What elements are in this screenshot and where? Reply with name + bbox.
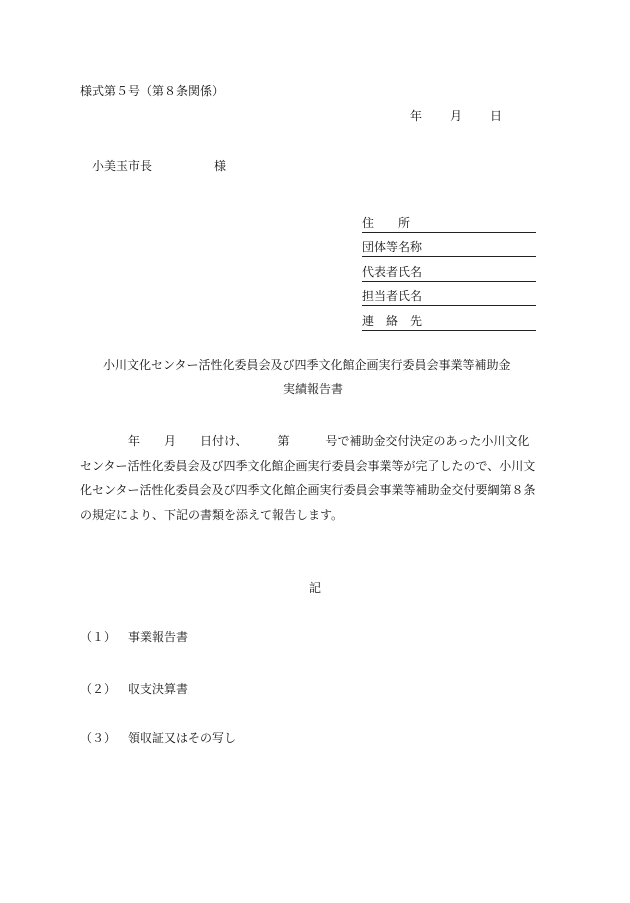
field-representative-name[interactable]: [362, 257, 536, 282]
document-title-line1: 小川文化センター活性化委員会及び四季文化館企画実行委員会事業等補助金: [103, 358, 511, 372]
ki-heading: 記: [309, 581, 322, 595]
field-contact-info[interactable]: [362, 306, 536, 331]
attachment-number: （２）: [80, 682, 117, 696]
date-month: 月: [450, 109, 463, 123]
attachment-number: （３）: [80, 731, 117, 745]
form-number: 様式第５号（第８条関係）: [80, 84, 225, 98]
date-line: [410, 108, 502, 124]
document-title-line2: 実績報告書: [283, 382, 344, 396]
field-organization-name-label: 団体等名称: [362, 240, 423, 254]
addressee: [92, 158, 226, 174]
addressee-name: 小美玉市長: [92, 159, 153, 173]
field-contact-info-label: 連 絡 先: [362, 313, 423, 328]
attachment-text: 事業報告書: [128, 630, 189, 644]
field-address-label: 住 所: [362, 215, 411, 230]
date-year: 年: [410, 109, 423, 123]
body-line-2: センター活性化委員会及び四季文化館企画実行委員会事業等が完了したので、小川文: [80, 458, 536, 473]
attachment-item: [80, 681, 188, 697]
body-line-3: 化センター活性化委員会及び四季文化館企画実行委員会事業等補助金交付要綱第８条: [80, 483, 536, 497]
attachment-item: [80, 629, 188, 645]
field-representative-name-label: 代表者氏名: [362, 264, 423, 279]
attachment-text: 領収証又はその写し: [128, 731, 237, 745]
applicant-fields: [362, 208, 536, 331]
field-contact-person-name-label: 担当者氏名: [362, 289, 423, 303]
field-address[interactable]: [362, 208, 536, 233]
field-contact-person-name[interactable]: [362, 282, 536, 307]
body-paragraph: [80, 429, 560, 527]
body-line-4: の規定により、下記の書類を添えて報告します。: [80, 507, 344, 522]
attachment-text: 収支決算書: [128, 682, 189, 696]
attachment-item: [80, 730, 236, 746]
date-day: 日: [490, 109, 503, 123]
addressee-honorific: 様: [214, 159, 227, 173]
body-line-1: 年 月 日付け、 第 号で補助金交付決定のあった小川文化: [80, 434, 530, 448]
attachment-number: （１）: [80, 630, 117, 644]
field-organization-name[interactable]: [362, 233, 536, 258]
